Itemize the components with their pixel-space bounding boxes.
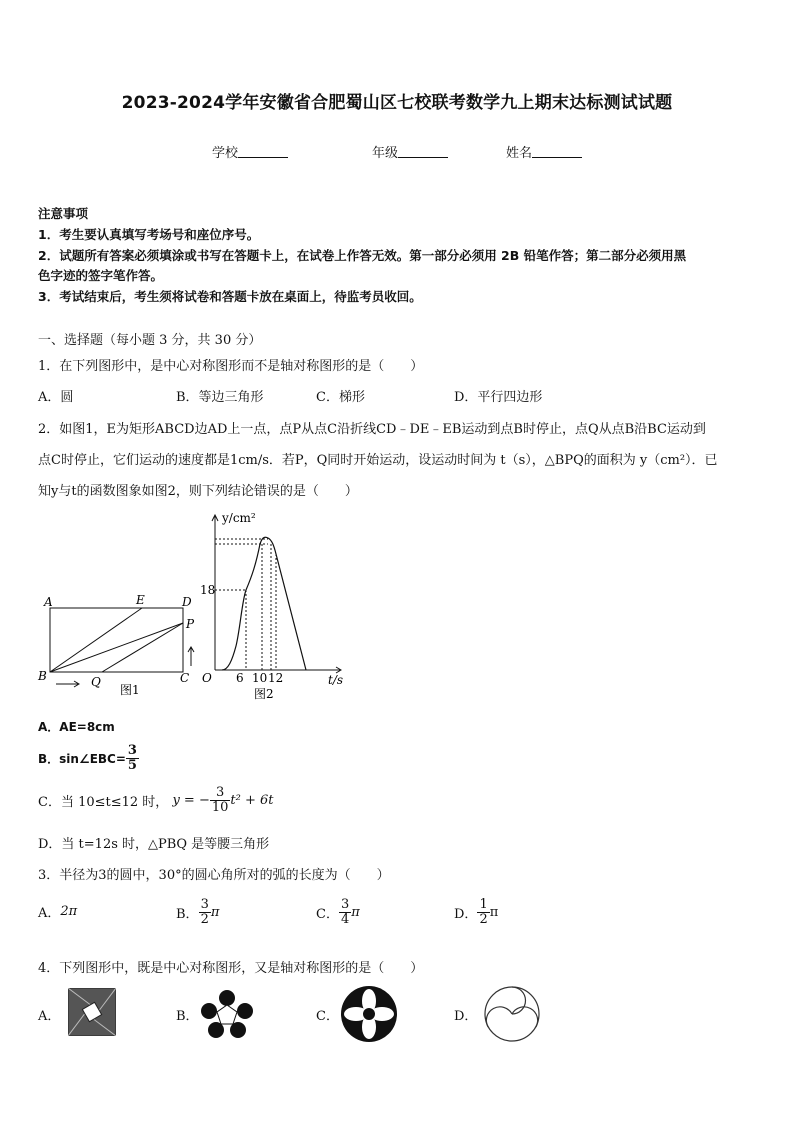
label-d: D xyxy=(182,595,192,609)
q1-option-b: B．等边三角形 xyxy=(176,390,264,405)
frac-num: 3 xyxy=(200,897,209,912)
q2-option-c-y: y = − xyxy=(172,793,210,808)
fraction-1-2 xyxy=(477,898,489,927)
section-heading: 一、选择题（每小题 3 分，共 30 分） xyxy=(38,333,262,348)
q2-option-d: D．当 t=12s 时，△PBQ 是等腰三角形 xyxy=(38,837,270,852)
x-tick-6: 6 xyxy=(236,671,244,685)
frac-den: 4 xyxy=(340,912,350,927)
x-axis-label: t/s xyxy=(328,673,344,687)
q1-option-d: D．平行四边形 xyxy=(454,390,543,405)
q3-option-d-label: D． xyxy=(454,907,478,922)
segment-qp xyxy=(102,623,183,672)
frac-den: 10 xyxy=(211,800,229,815)
q3-option-c xyxy=(316,898,360,927)
label-e: E xyxy=(136,593,145,607)
label-b: B xyxy=(38,669,47,683)
q3-option-d xyxy=(454,898,498,927)
q2-option-c-expr: t² + 6t xyxy=(230,793,274,808)
figure-1-caption: 图1 xyxy=(120,683,140,697)
figure-1-rectangle xyxy=(36,588,206,703)
grade-label: 年级 xyxy=(372,146,399,161)
q4-figure-b-pentagon-flower xyxy=(200,988,254,1038)
figure-2-caption: 图2 xyxy=(254,687,274,701)
q3-option-b xyxy=(176,898,219,927)
fraction-3-10 xyxy=(210,786,231,815)
note-2: 2．试题所有答案必须填涂或书写在答题卡上，在试卷上作答无效。第一部分必须用 2B 铅笔作答；第二部分必须用黑 xyxy=(38,248,687,263)
q3-option-a-value: 2π xyxy=(60,904,78,919)
q3-option-a xyxy=(38,902,77,921)
q4-option-c-label: C． xyxy=(316,1009,339,1024)
page-title: 2023-2024学年安徽省合肥蜀山区七校联考数学九上期末达标测试试题 xyxy=(121,93,673,113)
q1-option-a: A．圆 xyxy=(38,390,74,405)
figure-2-graph xyxy=(200,506,348,704)
pi-symbol: π xyxy=(489,905,499,920)
school-field xyxy=(212,142,288,161)
x-tick-10: 10 xyxy=(252,671,268,685)
rectangle-abcd xyxy=(50,608,183,672)
y-tick-18: 18 xyxy=(200,583,216,597)
q4-figure-a-square-pinwheel xyxy=(68,988,116,1036)
label-c: C xyxy=(180,671,190,685)
q2-option-c-prefix: C．当 10≤t≤12 时， xyxy=(38,795,169,810)
q4-option-b-label: B． xyxy=(176,1009,199,1024)
q3-stem: 3．半径为3的圆中，30°的圆心角所对的弧的长度为（ ） xyxy=(38,868,390,883)
q4-figure-c-four-petal-circle xyxy=(340,985,398,1043)
q3-option-c-label: C． xyxy=(316,907,339,922)
x-tick-12: 12 xyxy=(268,671,284,685)
q4-option-d-label: D． xyxy=(454,1009,478,1024)
frac-num: 3 xyxy=(215,785,225,800)
pi-symbol: π xyxy=(351,905,360,920)
frac-num: 1 xyxy=(479,897,488,912)
frac-den: 5 xyxy=(127,758,137,773)
q2-line2: 点C时停止，它们运动的速度都是1cm/s．若P，Q同时开始运动，设运动时间为 t（s），△BPQ的面积为 y（cm²）．已 xyxy=(38,453,718,468)
q1-stem: 1．在下列图形中，是中心对称图形而不是轴对称图形的是（ ） xyxy=(38,359,424,374)
frac-num: 3 xyxy=(127,743,137,758)
school-label: 学校 xyxy=(212,146,239,161)
note-3: 3．考试结束后，考生须将试卷和答题卡放在桌面上，待监考员收回。 xyxy=(38,289,422,304)
function-curve xyxy=(222,537,306,670)
segment-bp xyxy=(50,623,183,672)
fraction-3-2 xyxy=(199,898,211,927)
origin-label: O xyxy=(202,671,212,685)
q1-option-c: C．梯形 xyxy=(316,390,365,405)
q2-line1: 2．如图1，E为矩形ABCD边AD上一点，点P从点C沿折线CD﹣DE﹣EB运动到点B时停止，点Q从点B沿BC运动到 xyxy=(38,422,706,437)
q3-option-a-label: A． xyxy=(38,906,61,921)
note-2-cont: 色字迹的签字笔作答。 xyxy=(38,268,164,283)
frac-num: 3 xyxy=(340,897,350,912)
q4-option-a-label: A． xyxy=(38,1009,61,1024)
y-axis-label: y/cm² xyxy=(222,511,256,525)
q2-option-a: A．AE=8cm xyxy=(38,720,115,734)
q3-option-b-label: B． xyxy=(176,907,199,922)
label-p: P xyxy=(186,617,195,631)
q2-option-b-prefix: B．sin∠EBC= xyxy=(38,752,126,766)
label-q: Q xyxy=(91,675,101,689)
q2-option-b xyxy=(38,744,139,773)
fraction-3-5 xyxy=(126,744,139,773)
notes-heading: 注意事项 xyxy=(38,206,89,221)
pi-symbol: π xyxy=(210,905,220,920)
label-a: A xyxy=(44,595,53,609)
grade-field xyxy=(372,142,448,161)
q4-figure-d-triskele-circle xyxy=(482,985,542,1043)
q2-option-c xyxy=(38,786,274,815)
q2-line3: 知y与t的函数图象如图2，则下列结论错误的是（ ） xyxy=(38,484,358,499)
segment-be xyxy=(50,608,142,672)
frac-den: 2 xyxy=(479,912,488,927)
name-label: 姓名 xyxy=(506,146,533,161)
fraction-3-4 xyxy=(339,898,351,927)
q4-stem: 4．下列图形中，既是中心对称图形，又是轴对称图形的是（ ） xyxy=(38,961,424,976)
name-field xyxy=(506,142,582,161)
note-1: 1．考生要认真填写考场号和座位序号。 xyxy=(38,227,260,242)
frac-den: 2 xyxy=(200,912,209,927)
